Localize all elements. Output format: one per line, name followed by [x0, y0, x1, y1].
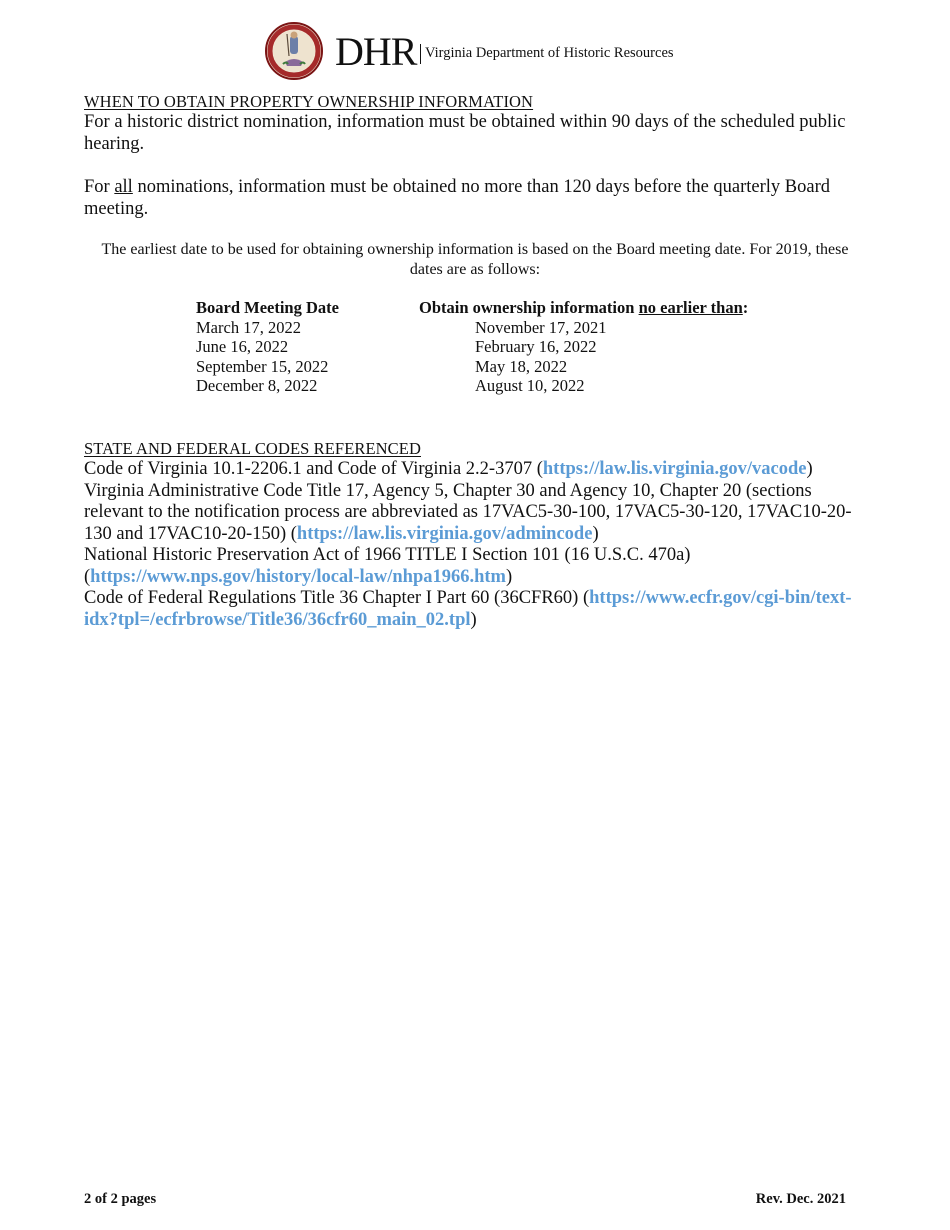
vacode-link[interactable]: https://law.lis.virginia.gov/vacode — [542, 459, 807, 479]
close-paren: ) — [470, 609, 477, 630]
table-row — [196, 357, 796, 377]
close-paren: ) — [806, 459, 813, 479]
code-text: Code of Federal Regulations Title 36 Chapter I Part 60 (36CFR60) ( — [84, 588, 590, 608]
code-reference — [84, 481, 874, 546]
code-reference — [84, 459, 874, 481]
column-header-obtain-date — [419, 298, 748, 318]
obtain-date: February 16, 2022 — [475, 337, 597, 357]
paragraph-district-nomination: For a historic district nomination, information must be obtained within 90 days of the scheduled public hearing. — [84, 112, 846, 154]
section-title-ownership: WHEN TO OBTAIN PROPERTY OWNERSHIP INFORMATION — [84, 92, 534, 111]
code-text: Virginia Administrative Code Title 17, Agency 5, Chapter 30 and Agency 10, Chapter 20 (sections relevant to the notification process are abbreviated as 17VAC5-30-100, 17VAC5-30-120, 17VAC10-20-130 and 17VAC10-20-150) ( — [84, 480, 852, 544]
table-row — [196, 318, 796, 338]
revision-date: Rev. Dec. 2021 — [755, 1191, 846, 1207]
code-text: Code of Virginia 10.1-2206.1 and Code of Virginia 2.2-3707 ( — [84, 459, 543, 479]
meeting-date: September 15, 2022 — [196, 356, 329, 376]
para2-suffix: nominations, information must be obtained no more than 120 days before the quarterly Board meeting. — [84, 177, 831, 219]
meeting-date: December 8, 2022 — [196, 376, 318, 396]
logo-divider — [420, 44, 421, 64]
paragraph-all-nominations — [84, 177, 874, 220]
virginia-seal-icon — [265, 22, 323, 80]
obtain-date: November 17, 2021 — [475, 317, 607, 337]
page-count: 2 of 2 pages — [84, 1191, 157, 1207]
table-row — [196, 376, 796, 396]
admincode-link[interactable]: https://law.lis.virginia.gov/admincode — [296, 523, 593, 544]
para2-prefix: For — [84, 177, 115, 197]
close-paren: ) — [592, 523, 599, 544]
codes-list — [84, 459, 874, 631]
nhpa-link[interactable]: https://www.nps.gov/history/local-law/nhpa1966.htm — [90, 566, 506, 587]
dates-note: The earliest date to be used for obtaining ownership information is based on the Board meeting date. For 2019, these dates are as follows: — [101, 241, 849, 278]
department-name: Virginia Department of Historic Resources — [425, 45, 674, 61]
table-row — [196, 337, 796, 357]
obtain-date: May 18, 2022 — [475, 356, 568, 376]
obtain-date: August 10, 2022 — [475, 376, 585, 396]
code-reference — [84, 588, 874, 631]
column-header-meeting-date: Board Meeting Date — [196, 298, 339, 317]
col2-header-suffix: : — [742, 298, 749, 317]
col2-header-prefix: Obtain ownership information — [419, 298, 639, 317]
meeting-date: June 16, 2022 — [196, 337, 289, 357]
section-title-codes: STATE AND FEDERAL CODES REFERENCED — [84, 439, 421, 458]
code-reference — [84, 545, 874, 588]
code-text: National Historic Preservation Act of 1966 TITLE I Section 101 (16 U.S.C. 470a) ( — [84, 545, 691, 587]
ecfr-link[interactable]: https://www.ecfr.gov/cgi-bin/text-idx?tpl=/ecfrbrowse/Title36/36cfr60_main_02.tpl — [84, 588, 852, 630]
close-paren: ) — [505, 566, 513, 587]
meeting-date: March 17, 2022 — [196, 317, 301, 337]
col2-header-emphasis: no earlier than — [638, 298, 743, 317]
schedule-header-row — [196, 298, 796, 318]
schedule-table — [196, 298, 796, 396]
page-header — [265, 22, 685, 82]
para2-emphasis: all — [114, 177, 133, 197]
logo-text: DHR — [335, 29, 417, 74]
